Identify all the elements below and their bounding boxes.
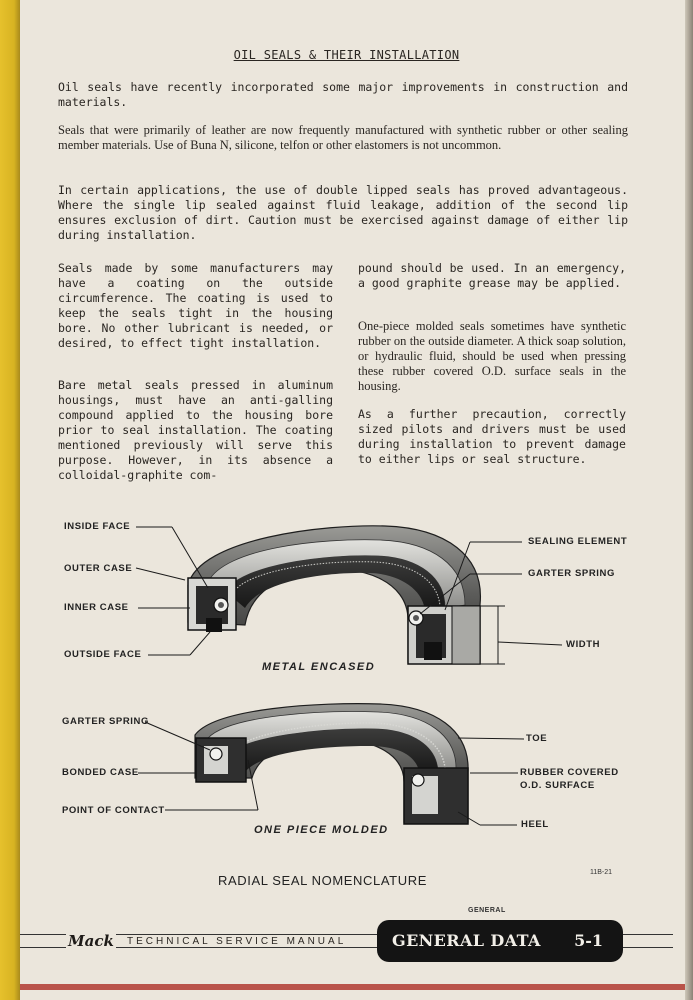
label-inside-face: INSIDE FACE [64,521,131,532]
label-inner-case: INNER CASE [64,602,129,613]
label-rubber-covered: RUBBER COVERED [520,767,619,778]
page-number: 5-1 [574,931,603,950]
brand-logo: Mack [68,932,114,950]
one-piece-molded-seal [195,704,468,824]
label-garter-spring-top: GARTER SPRING [528,568,615,579]
label-outside-face: OUTSIDE FACE [64,649,142,660]
paragraph-precaution: As a further precaution, correctly sized pilots and drivers must be used during installation to prevent damage to either lips or seal structure. [358,407,626,466]
paragraph-molded-seals: One-piece molded seals sometimes have synthetic rubber on the outside diameter. A thick soap solution, or hydraulic fluid, should be used when pressing these rubber covered O.D. surface seals in the housing. [358,319,626,393]
paragraph-graphite: pound should be used. In an emergency, a good graphite grease may be applied. [358,261,626,290]
seal-diagram [40,510,670,850]
seal-illustrations [40,510,670,850]
section-banner [377,920,623,962]
label-width: WIDTH [566,639,601,650]
label-heel: HEEL [521,819,549,830]
paragraph-intro: Oil seals have recently incorporated some major improvements in construction and materials. [58,80,628,109]
page-edge-shadow [685,0,693,1000]
label-garter-spring-bottom: GARTER SPRING [62,716,149,727]
label-sealing-element: SEALING ELEMENT [528,536,628,547]
paragraph-coating: Seals made by some manufacturers may have a coating on the outside circumference. The coating is used to keep the seals tight in the housing bore. No other lubricant is needed, or desired, to effect tight installation. [58,261,333,350]
label-bonded-case: BONDED CASE [62,767,139,778]
section-title: GENERAL DATA [392,931,541,950]
paragraph-double-lip: In certain applications, the use of double lipped seals has proved advantageous. Where the single lip sealed against fluid leakage, addition of the second lip ensures exclusion of dirt. Caution must be exercised against damage of either lip during installation. [58,183,628,242]
figure-code: 11B-21 [590,869,613,876]
paragraph-materials: Seals that were primarily of leather are now frequently manufactured with synthetic rubber or other sealing member materials. Use of Buna N, silicone, telfon or other elastomers is not uncommon. [58,123,628,152]
caption-metal-encased: METAL ENCASED [262,661,376,673]
label-outer-case: OUTER CASE [64,563,133,574]
label-toe: TOE [526,733,548,744]
section-label-small: GENERAL [468,907,506,914]
caption-one-piece-molded: ONE PIECE MOLDED [254,824,389,836]
figure-title: RADIAL SEAL NOMENCLATURE [218,873,427,888]
paragraph-bare-metal: Bare metal seals pressed in aluminum housings, must have an anti-galling compound applied to the housing bore prior to seal installation. The coating mentioned previously will serve this purpose. However, in its absence a colloidal-graphite com- [58,378,333,482]
metal-encased-seal [188,526,480,664]
manual-name: TECHNICAL SERVICE MANUAL [124,936,349,947]
binder-edge [0,0,20,1000]
label-od-surface: O.D. SURFACE [520,780,595,791]
label-point-of-contact: POINT OF CONTACT [62,805,165,816]
cover-edge [20,984,685,990]
page-title: OIL SEALS & THEIR INSTALLATION [233,48,460,62]
